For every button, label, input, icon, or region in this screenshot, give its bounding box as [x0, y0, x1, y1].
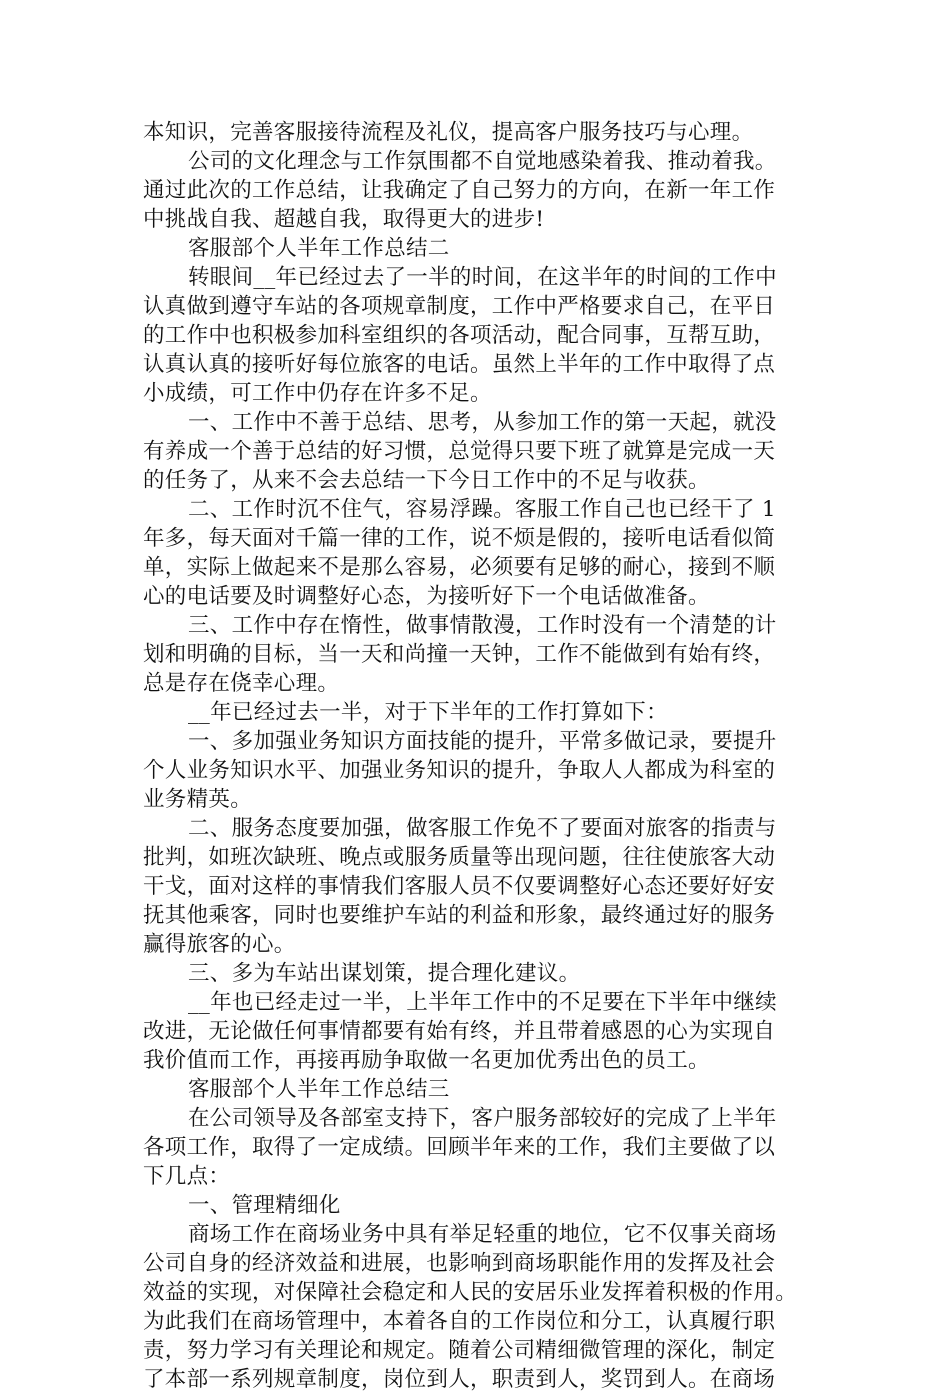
text-line: 一、多加强业务知识方面技能的提升，平常多做记录，要提升 [188, 729, 777, 754]
text-line: 各项工作，取得了一定成绩。回顾半年来的工作，我们主要做了以 [143, 1135, 776, 1160]
text-line: 一、工作中不善于总结、思考，从参加工作的第一天起，就没 [188, 410, 777, 435]
text-line: 认真做到遵守车站的各项规章制度，工作中严格要求自己，在平日 [143, 294, 776, 319]
document-body [143, 118, 823, 1394]
text-line: 批判，如班次缺班、晚点或服务质量等出现问题，往往使旅客大动 [143, 845, 776, 870]
text-line: 商场工作在商场业务中具有举足轻重的地位，它不仅事关商场 [188, 1222, 777, 1247]
text-line: 了本部一系列规章制度，岗位到人，职责到人，奖罚到人。在商场 [143, 1367, 776, 1392]
text-line: 本知识，完善客服接待流程及礼仪，提高客户服务技巧与心理。 [143, 120, 754, 145]
text-line: 责，努力学习有关理论和规定。随着公司精细微管理的深化，制定 [143, 1338, 776, 1363]
text-line: 干戈，面对这样的事情我们客服人员不仅要调整好心态还要好好安 [143, 874, 776, 899]
text-line: 业务精英。 [143, 787, 253, 812]
text-line: 的工作中也积极参加科室组织的各项活动，配合同事，互帮互助， [143, 323, 776, 348]
text-line: 二、工作时沉不住气，容易浮躁。客服工作自己也已经干了 1 [188, 497, 776, 522]
text-line: 效益的实现，对保障社会稳定和人民的安居乐业发挥着积极的作用。 [143, 1280, 798, 1305]
text-line: __年已经过去一半，对于下半年的工作打算如下： [188, 700, 668, 725]
text-line: 三、工作中存在惰性，做事情散漫，工作时没有一个清楚的计 [188, 613, 777, 638]
text-line: 有养成一个善于总结的好习惯，总觉得只要下班了就算是完成一天 [143, 439, 776, 464]
text-line: 单，实际上做起来不是那么容易，必须要有足够的耐心，接到不顺 [143, 555, 776, 580]
text-line: 三、多为车站出谋划策，提合理化建议。 [188, 961, 581, 986]
text-line: 中挑战自我、超越自我，取得更大的进步! [143, 207, 545, 232]
text-line: __年也已经走过一半，上半年工作中的不足要在下半年中继续 [188, 990, 777, 1015]
text-line: 通过此次的工作总结，让我确定了自己努力的方向，在新一年工作 [143, 178, 776, 203]
text-line: 客服部个人半年工作总结二 [188, 236, 450, 261]
text-line: 个人业务知识水平、加强业务知识的提升，争取人人都成为科室的 [143, 758, 776, 783]
text-line: 抚其他乘客，同时也要维护车站的利益和形象，最终通过好的服务 [143, 903, 776, 928]
text-line: 的任务了，从来不会去总结一下今日工作中的不足与收获。 [143, 468, 710, 493]
text-line: 心的电话要及时调整好心态，为接听好下一个电话做准备。 [143, 584, 710, 609]
text-line: 总是存在侥幸心理。 [143, 671, 340, 696]
text-line: 在公司领导及各部室支持下，客户服务部较好的完成了上半年 [188, 1106, 777, 1131]
text-line: 划和明确的目标，当一天和尚撞一天钟，工作不能做到有始有终， [143, 642, 776, 667]
text-line: 客服部个人半年工作总结三 [188, 1077, 450, 1102]
text-line: 认真认真的接听好每位旅客的电话。虽然上半年的工作中取得了点 [143, 352, 776, 377]
text-line: 赢得旅客的心。 [143, 932, 296, 957]
text-line: 转眼间__年已经过去了一半的时间，在这半年的时间的工作中 [188, 265, 777, 290]
text-line: 公司自身的经济效益和进展，也影响到商场职能作用的发挥及社会 [143, 1251, 776, 1276]
text-line: 我价值而工作，再接再励争取做一名更加优秀出色的员工。 [143, 1048, 710, 1073]
text-line: 二、服务态度要加强，做客服工作免不了要面对旅客的指责与 [188, 816, 777, 841]
text-line: 小成绩，可工作中仍存在许多不足。 [143, 381, 492, 406]
text-line: 下几点： [143, 1164, 231, 1189]
text-line: 改进，无论做任何事情都要有始有终，并且带着感恩的心为实现自 [143, 1019, 776, 1044]
text-line: 公司的文化理念与工作氛围都不自觉地感染着我、推动着我。 [188, 149, 777, 174]
text-line: 为此我们在商场管理中，本着各自的工作岗位和分工，认真履行职 [143, 1309, 776, 1334]
text-line: 年多，每天面对千篇一律的工作，说不烦是假的，接听电话看似简 [143, 526, 776, 551]
text-line: 一、管理精细化 [188, 1193, 341, 1218]
